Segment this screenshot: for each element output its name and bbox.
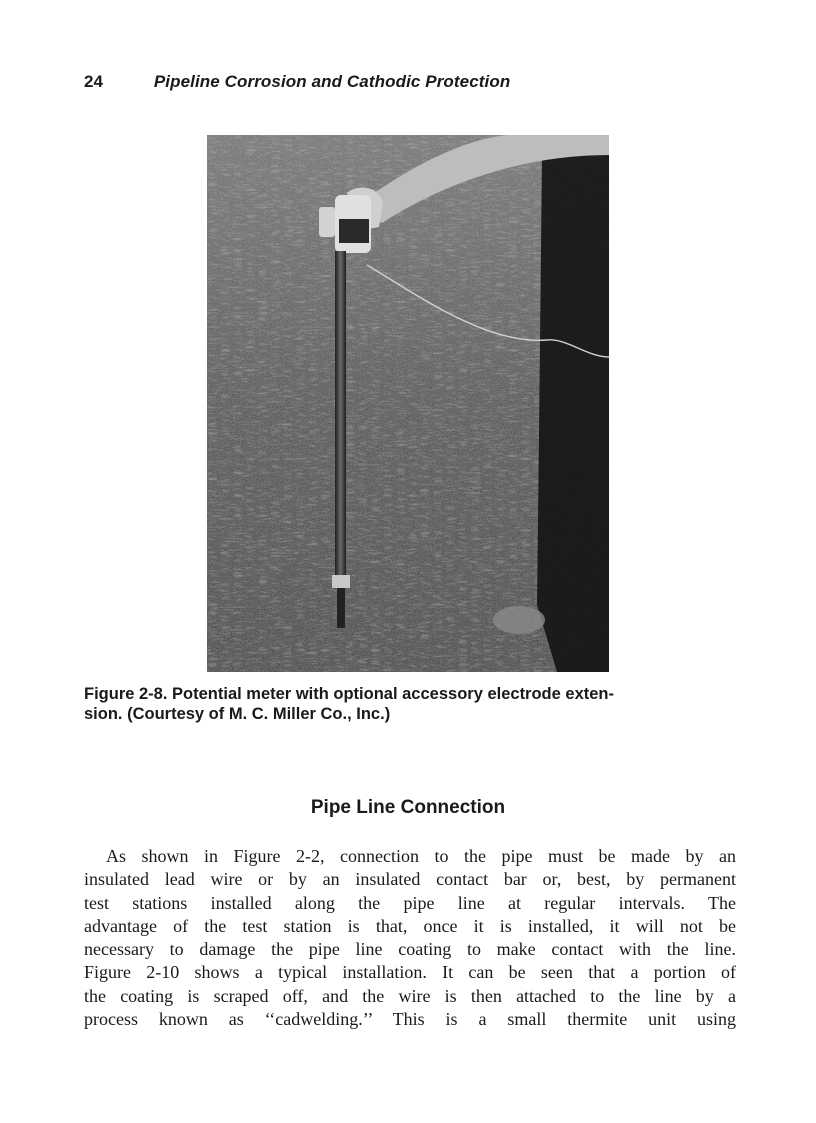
body-line: advantage of the test station is that, once it is installed, it will not be: [84, 915, 736, 936]
caption-text-line-2: sion. (Courtesy of M. C. Miller Co., Inc.): [84, 705, 391, 723]
body-line: insulated lead wire or by an insulated contact bar or, best, by permanent: [84, 869, 736, 890]
body-paragraph: [84, 845, 736, 1031]
figure-label: Figure 2-8.: [84, 685, 168, 703]
body-line: test stations installed along the pipe line at regular intervals. The: [84, 892, 736, 913]
body-line: the coating is scraped off, and the wire is then attached to the line by a: [84, 985, 736, 1006]
page-number: 24: [84, 72, 104, 91]
photo-illustration: [207, 135, 609, 672]
body-line: Figure 2-10 shows a typical installation. It can be seen that a portion of: [84, 962, 736, 983]
figure-caption: [84, 684, 740, 724]
figure-photo: [207, 135, 609, 672]
section-heading: Pipe Line Connection: [310, 797, 506, 818]
caption-text-line-1: Potential meter with optional accessory electrode exten-: [172, 685, 614, 703]
book-title: Pipeline Corrosion and Cathodic Protection: [153, 72, 511, 91]
running-head: [84, 72, 510, 92]
body-line: necessary to damage the pipe line coating to make contact with the line.: [84, 939, 736, 960]
body-line: As shown in Figure 2-2, connection to the pipe must be made by an: [106, 846, 736, 866]
body-line: process known as ‘‘cadwelding.’’ This is a small thermite unit using: [84, 1009, 736, 1030]
